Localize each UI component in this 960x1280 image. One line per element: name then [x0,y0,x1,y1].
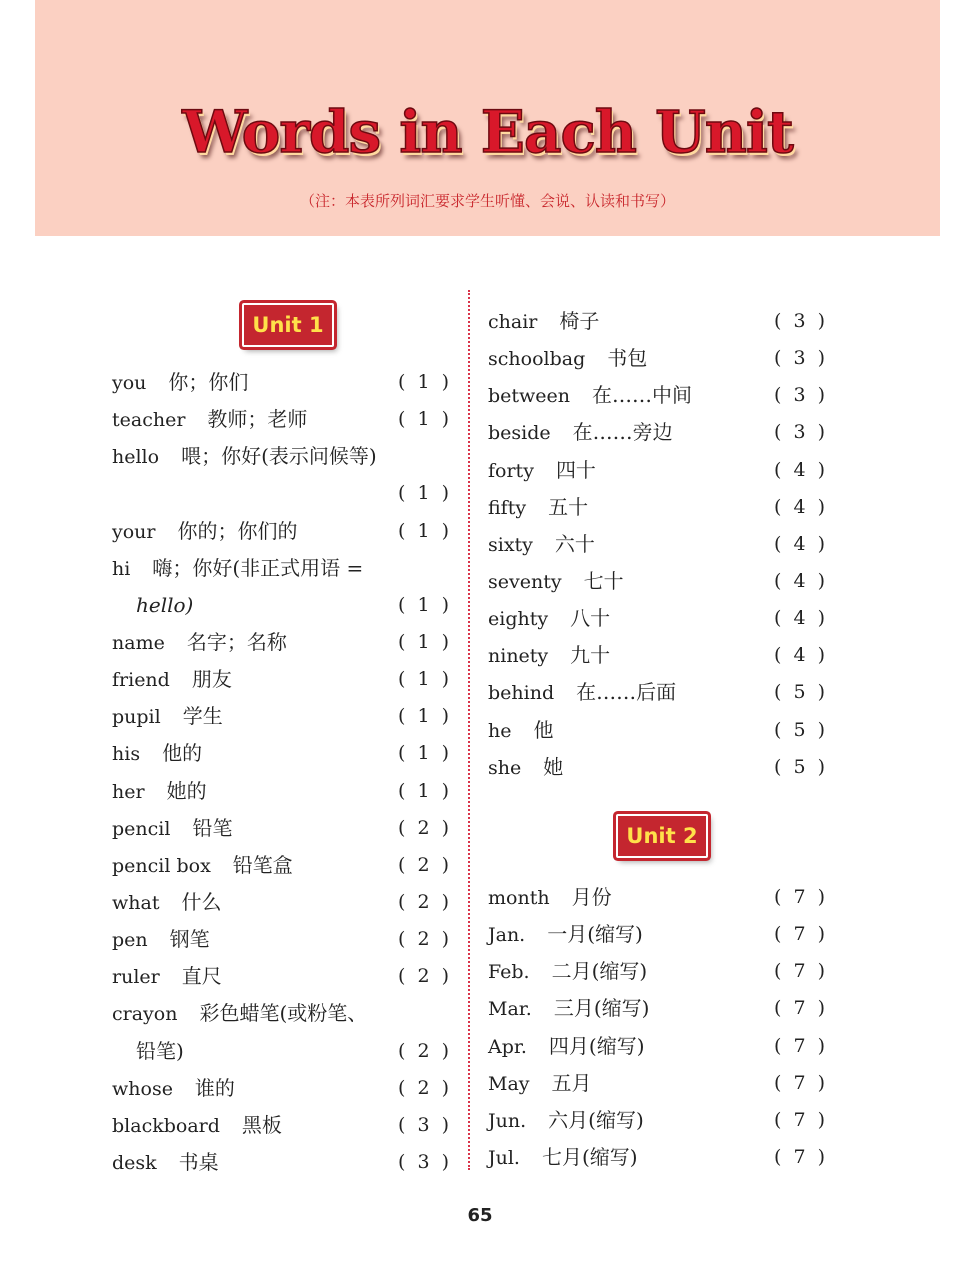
vocab-unit-ref: ( 1 ) [398,371,452,393]
vocab-unit-ref: ( 1 ) [398,519,452,542]
vocab-unit-ref: ( 5 ) [774,681,828,704]
vocab-row [112,514,457,551]
vocab-meaning: 二月(缩写) [551,959,648,984]
vocab-word: name [112,631,165,654]
vocab-word: Jan. [488,924,526,947]
vocab-unit-ref: ( 3 ) [774,310,828,332]
vocab-word: Jun. [488,1109,527,1132]
vocab-unit-ref: ( 1 ) [398,593,452,616]
vocab-row [112,774,457,811]
vocab-word: whose [112,1077,173,1100]
vocab-word: chair [488,311,538,333]
vocab-word: sixty [488,533,533,556]
vocab-word: schoolbag [488,348,586,371]
vocab-word: crayon [112,1003,178,1026]
right-word-list-bottom [488,880,833,1177]
vocab-unit-ref: ( 5 ) [774,755,828,778]
vocab-word: pencil box [112,854,211,877]
vocab-meaning: 在……中间 [592,383,693,408]
unit-1-badge: Unit 1 [242,303,334,347]
vocab-row [488,341,833,378]
vocab-unit-ref: ( 3 ) [774,384,828,407]
vocab-meaning: 他 [533,717,554,742]
vocab-word: her [112,780,145,803]
vocab-word: behind [488,682,555,705]
vocab-row [488,713,833,750]
vocab-word: Mar. [488,998,532,1021]
vocab-meaning: 教师；老师 [207,407,308,432]
vocab-row [112,365,457,402]
vocab-meaning: 七月(缩写) [541,1144,638,1169]
vocab-meaning: 椅子 [559,309,600,333]
vocab-unit-ref: ( 1 ) [398,742,452,765]
vocab-unit-ref: ( 3 ) [398,1150,452,1173]
vocab-meaning: 钢笔 [169,927,210,952]
left-word-list [112,365,457,1182]
vocab-row [488,527,833,564]
vocab-meaning: 他的 [162,741,203,766]
vocab-word: between [488,385,571,408]
vocab-row [112,699,457,736]
vocab-unit-ref: ( 7 ) [774,1034,828,1057]
vocab-meaning: 学生 [182,704,223,729]
vocab-meaning: 五十 [548,494,589,519]
vocab-word: teacher [112,409,186,432]
vocab-word: beside [488,422,551,445]
vocab-word: what [112,891,160,914]
vocab-unit-ref: ( 7 ) [774,1071,828,1094]
vocab-row [112,402,457,439]
vocab-unit-ref: ( 2 ) [398,853,452,876]
vocab-unit-ref: ( 2 ) [398,1039,452,1062]
vocab-row [488,1103,833,1140]
vocab-row [112,1034,457,1071]
vocab-word: ruler [112,966,160,989]
vocab-meaning: 铅笔) [136,1038,184,1063]
vocab-meaning: 八十 [570,606,611,631]
vocab-meaning: 谁的 [194,1075,235,1100]
vocab-row [488,880,833,917]
vocab-row [112,588,457,625]
vocab-row [488,1140,833,1177]
vocab-row [488,750,833,787]
vocab-row [488,378,833,415]
vocab-row [488,1029,833,1066]
vocab-meaning: 书桌 [178,1149,219,1174]
vocab-unit-ref: ( 2 ) [398,816,452,839]
vocab-meaning: 什么 [181,889,222,914]
vocab-unit-ref: ( 3 ) [398,1113,452,1136]
header-banner [35,0,940,236]
vocab-meaning: 书包 [607,346,648,371]
vocab-meaning: 铅笔 [192,815,233,840]
vocab-unit-ref: ( 7 ) [774,997,828,1020]
vocab-meaning: 在……后面 [576,680,677,705]
vocab-unit-ref: ( 7 ) [774,1108,828,1131]
vocab-meaning: 月份 [571,885,612,909]
vocab-row [112,1071,457,1108]
vocab-unit-ref: ( 3 ) [774,347,828,370]
vocab-row [488,415,833,452]
vocab-unit-ref: ( 1 ) [398,705,452,728]
vocab-meaning: 铅笔盒 [232,852,293,877]
vocab-meaning: hello) [136,592,194,617]
vocab-row [488,304,833,341]
vocab-unit-ref: ( 4 ) [774,607,828,630]
vocab-unit-ref: ( 7 ) [774,923,828,946]
vocab-meaning: 黑板 [241,1112,282,1137]
vocab-meaning: 九十 [570,643,611,668]
vocab-row [112,551,457,588]
vocab-meaning: 嗨；你好(非正式用语 = [152,555,364,580]
vocab-row [112,662,457,699]
right-word-list-top [488,304,833,787]
vocab-unit-ref: ( 4 ) [774,532,828,555]
vocab-row [112,476,457,513]
vocab-word: Apr. [488,1035,527,1058]
vocab-meaning: 三月(缩写) [553,996,650,1021]
vocab-row [112,625,457,662]
vocab-word: she [488,756,522,779]
vocab-word: you [112,372,147,394]
vocab-meaning: 你的；你们的 [177,518,298,543]
vocab-word: blackboard [112,1114,220,1137]
vocab-row [488,564,833,601]
vocab-row [112,736,457,773]
vocab-row [488,490,833,527]
unit-2-badge: Unit 2 [616,814,708,858]
vocab-unit-ref: ( 2 ) [398,928,452,951]
vocab-row [488,453,833,490]
vocab-meaning: 六月(缩写) [548,1107,644,1132]
vocab-unit-ref: ( 4 ) [774,644,828,667]
vocab-meaning: 朋友 [191,667,232,692]
vocab-meaning: 名字；名称 [186,629,287,654]
vocab-word: your [112,520,156,543]
vocab-word: May [488,1072,530,1095]
vocab-row [112,848,457,885]
vocab-meaning: 她 [543,754,564,779]
vocab-word: he [488,719,512,742]
vocab-row [488,917,833,954]
vocab-unit-ref: ( 2 ) [398,1076,452,1099]
vocab-row [488,601,833,638]
vocab-word: pencil [112,817,171,840]
vocab-meaning: 直尺 [181,964,222,989]
vocab-word: Feb. [488,961,530,984]
vocab-word: ninety [488,645,549,668]
vocab-unit-ref: ( 7 ) [774,886,828,908]
vocab-word: desk [112,1151,157,1174]
vocab-word: hello [112,446,160,469]
vocab-meaning: 彩色蜡笔(或粉笔、 [199,1001,368,1026]
vocab-meaning: 五月 [551,1070,592,1095]
vocab-unit-ref: ( 4 ) [774,495,828,518]
vocab-unit-ref: ( 1 ) [398,482,452,505]
vocab-meaning: 她的 [166,778,207,803]
vocab-row [488,675,833,712]
vocab-row [112,1145,457,1182]
vocab-word: seventy [488,570,562,593]
vocab-row [488,991,833,1028]
vocab-word: pen [112,929,148,952]
vocab-word: pupil [112,706,161,729]
vocab-row [112,1108,457,1145]
vocab-meaning: 四月(缩写) [548,1033,645,1058]
vocab-unit-ref: ( 1 ) [398,779,452,802]
vocab-unit-ref: ( 2 ) [398,965,452,988]
vocab-word: his [112,743,141,766]
vocab-word: forty [488,459,534,482]
vocab-meaning: 喂；你好(表示问候等) [181,444,377,469]
vocab-unit-ref: ( 2 ) [398,890,452,913]
vocab-unit-ref: ( 3 ) [774,421,828,444]
vocab-unit-ref: ( 1 ) [398,668,452,691]
vocab-meaning: 你；你们 [168,370,249,394]
vocab-unit-ref: ( 5 ) [774,718,828,741]
vocab-word: eighty [488,608,549,631]
vocab-unit-ref: ( 1 ) [398,630,452,653]
vocab-meaning: 四十 [555,457,596,482]
vocab-row [112,811,457,848]
vocab-word: hi [112,557,131,580]
vocab-meaning: 六十 [554,531,595,556]
vocab-row [112,439,457,476]
vocab-meaning: 在……旁边 [572,420,673,445]
vocab-row [488,954,833,991]
vocab-row [112,959,457,996]
vocab-word: friend [112,669,170,692]
vocab-row [112,996,457,1033]
vocab-meaning: 七十 [583,568,624,593]
vocab-row [488,1066,833,1103]
vocab-unit-ref: ( 1 ) [398,408,452,431]
vocab-unit-ref: ( 4 ) [774,569,828,592]
vocab-unit-ref: ( 7 ) [774,960,828,983]
vocab-word: month [488,887,550,909]
vocab-row [112,922,457,959]
column-divider [468,290,470,1170]
vocab-meaning: 一月(缩写) [547,922,643,947]
vocab-unit-ref: ( 7 ) [774,1145,828,1168]
vocab-unit-ref: ( 4 ) [774,458,828,481]
page-title: Words in Each Unit [182,98,793,166]
vocab-word: Jul. [488,1146,520,1169]
page-note: （注：本表所列词汇要求学生听懂、会说、认读和书写） [299,192,675,210]
vocab-row [112,885,457,922]
vocab-row [488,638,833,675]
vocab-word: fifty [488,496,527,519]
page-number: 65 [467,1205,493,1226]
